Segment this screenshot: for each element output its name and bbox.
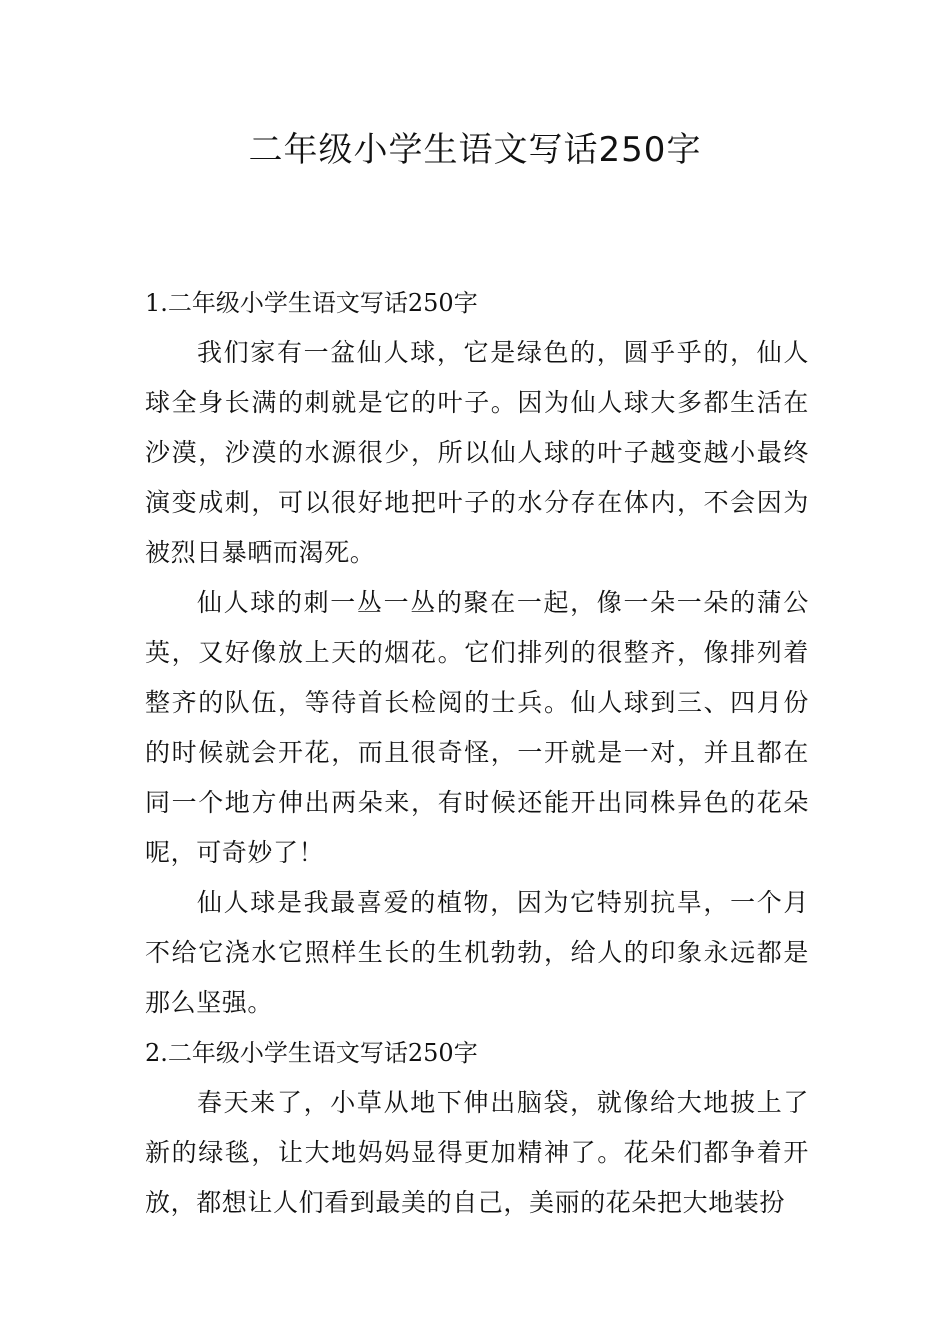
section-1 (145, 278, 809, 1028)
section-heading: 1.二年级小学生语文写话250字 (145, 289, 478, 317)
paragraph: 我们家有一盆仙人球，它是绿色的，圆乎乎的，仙人球全身长满的刺就是它的叶子。因为仙人球大多都生活在沙漠，沙漠的水源很少，所以仙人球的叶子越变越小最终演变成刺，可以很好地把叶子的水分存在体内，不会因为被烈日暴晒而渴死。 (145, 338, 809, 567)
paragraph: 仙人球的刺一丛一丛的聚在一起，像一朵一朵的蒲公英，又好像放上天的烟花。它们排列的很整齐，像排列着整齐的队伍，等待首长检阅的士兵。仙人球到三、四月份的时候就会开花，而且很奇怪，一开就是一对，并且都在同一个地方伸出两朵来，有时候还能开出同株异色的花朵呢，可奇妙了！ (145, 588, 809, 867)
page-title: 二年级小学生语文写话250字 (248, 130, 702, 170)
document-body (145, 278, 809, 1228)
section-2 (145, 1028, 809, 1228)
paragraph: 春天来了，小草从地下伸出脑袋，就像给大地披上了新的绿毯，让大地妈妈显得更加精神了。花朵们都争着开放，都想让人们看到最美的自己，美丽的花朵把大地装扮 (145, 1088, 809, 1217)
section-heading: 2.二年级小学生语文写话250字 (145, 1039, 478, 1067)
paragraph: 仙人球是我最喜爱的植物，因为它特别抗旱，一个月不给它浇水它照样生长的生机勃勃，给人的印象永远都是那么坚强。 (145, 888, 809, 1017)
